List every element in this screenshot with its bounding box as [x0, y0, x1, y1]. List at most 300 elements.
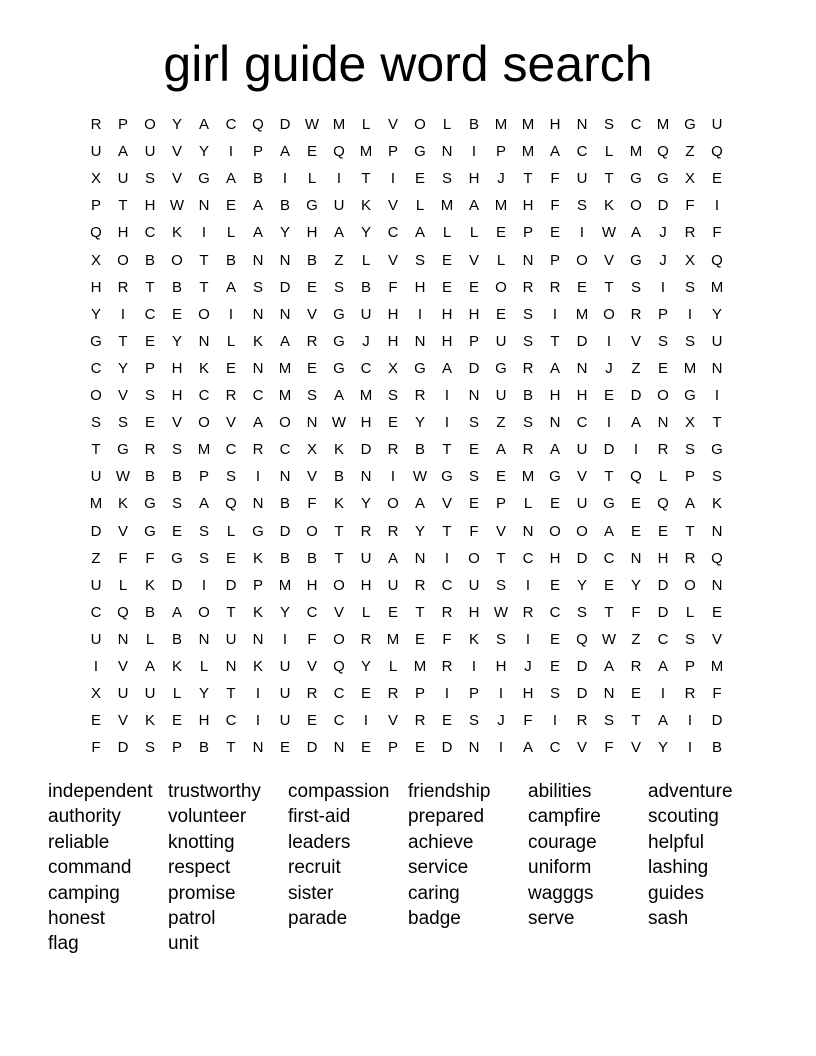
word-list-item: parade — [288, 908, 348, 929]
grid-letter: V — [306, 305, 317, 323]
grid-letter: V — [630, 332, 641, 350]
grid-letter: H — [468, 170, 480, 188]
grid-letter: D — [576, 658, 588, 675]
grid-letter: Y — [414, 522, 425, 540]
grid-letter: A — [252, 197, 263, 215]
grid-letter: D — [630, 387, 642, 404]
grid-letter: O — [171, 251, 183, 269]
grid-letter: R — [360, 630, 372, 648]
grid-letter: F — [307, 495, 317, 513]
grid-letter: R — [117, 278, 129, 296]
grid-letter: O — [333, 630, 345, 648]
page-title: girl guide word search — [163, 36, 653, 92]
grid-letter: T — [496, 549, 506, 567]
grid-letter: R — [549, 278, 561, 296]
grid-letter: L — [469, 224, 479, 242]
grid-letter: S — [549, 685, 560, 703]
grid-letter: N — [522, 251, 534, 269]
grid-letter: I — [579, 224, 585, 242]
grid-letter: E — [549, 658, 560, 675]
grid-letter: E — [144, 414, 155, 432]
grid-letter: I — [255, 685, 261, 703]
grid-letter: N — [657, 414, 669, 432]
grid-letter: C — [657, 630, 669, 648]
grid-letter: L — [658, 468, 668, 486]
grid-letter: T — [712, 414, 722, 432]
grid-letter: L — [145, 630, 155, 648]
grid-letter: K — [117, 495, 128, 513]
grid-letter: I — [498, 739, 504, 757]
grid-letter: H — [522, 197, 534, 215]
grid-letter: I — [552, 305, 558, 323]
grid-letter: W — [601, 630, 617, 648]
grid-letter: E — [306, 359, 317, 377]
grid-letter: E — [387, 414, 398, 432]
grid-letter: L — [442, 116, 452, 133]
grid-letter: T — [685, 522, 695, 540]
grid-letter: N — [549, 414, 561, 432]
grid-letter: B — [171, 278, 182, 296]
grid-letter: D — [279, 278, 291, 296]
grid-letter: I — [660, 278, 666, 296]
grid-letter: A — [549, 359, 560, 377]
grid-letter: V — [117, 387, 128, 404]
grid-letter: H — [387, 305, 399, 323]
grid-letter: M — [332, 116, 346, 133]
grid-letter: T — [550, 332, 560, 350]
grid-letter: A — [198, 116, 209, 133]
grid-letter: F — [442, 630, 452, 648]
grid-letter: R — [306, 332, 318, 350]
grid-letter: I — [120, 305, 126, 323]
grid-letter: P — [387, 143, 398, 161]
grid-letter: Y — [657, 739, 668, 757]
word-list-item: lashing — [648, 857, 709, 879]
grid-letter: P — [252, 576, 263, 594]
grid-letter: X — [306, 441, 317, 459]
grid-letter: A — [198, 495, 209, 513]
grid-letter: H — [468, 603, 480, 621]
grid-letter: R — [225, 387, 237, 404]
grid-letter: E — [225, 549, 236, 567]
grid-letter: U — [144, 143, 156, 161]
grid-letter: U — [279, 658, 291, 675]
word-list-item: command — [48, 857, 132, 879]
word-list-item: friendship — [408, 781, 491, 802]
grid-letter: I — [201, 576, 207, 594]
grid-letter: L — [226, 332, 236, 350]
grid-letter: V — [576, 739, 587, 757]
grid-letter: Z — [334, 251, 344, 269]
grid-letter: T — [118, 197, 128, 215]
grid-letter: R — [657, 441, 669, 459]
grid-letter: K — [252, 332, 263, 350]
grid-letter: P — [549, 251, 560, 269]
grid-letter: G — [441, 468, 453, 486]
grid-letter: G — [711, 441, 723, 459]
grid-letter: C — [630, 116, 642, 133]
grid-letter: Q — [333, 658, 345, 675]
grid-letter: H — [522, 685, 534, 703]
grid-letter: T — [226, 685, 236, 703]
grid-letter: V — [333, 603, 344, 621]
grid-letter: E — [225, 359, 236, 377]
grid-letter: Y — [630, 576, 641, 594]
grid-letter: N — [279, 468, 291, 486]
grid-letter: G — [144, 495, 156, 513]
grid-letter: I — [363, 712, 369, 730]
grid-letter: C — [252, 387, 264, 404]
grid-letter: R — [441, 658, 453, 675]
grid-letter: A — [495, 441, 506, 459]
grid-letter: D — [657, 576, 669, 594]
grid-letter: L — [523, 495, 533, 513]
grid-letter: D — [225, 576, 237, 594]
grid-letter: S — [90, 414, 101, 432]
grid-letter: H — [549, 549, 561, 567]
grid-letter: L — [361, 116, 371, 133]
word-list-item: helpful — [648, 831, 704, 853]
grid-letter: E — [306, 278, 317, 296]
grid-letter: S — [576, 603, 587, 621]
grid-letter: U — [576, 441, 588, 459]
grid-letter: O — [603, 305, 615, 323]
grid-letter: P — [198, 468, 209, 486]
grid-letter: I — [714, 387, 720, 404]
grid-letter: N — [522, 522, 534, 540]
grid-letter: U — [144, 685, 156, 703]
grid-letter: Y — [414, 414, 425, 432]
grid-letter: S — [198, 549, 209, 567]
grid-letter: M — [359, 143, 373, 161]
grid-letter: H — [576, 387, 588, 404]
grid-letter: N — [252, 251, 264, 269]
grid-letter: O — [414, 116, 426, 133]
grid-letter: I — [687, 305, 693, 323]
word-list-item: wagggs — [528, 882, 594, 904]
grid-letter: C — [144, 305, 156, 323]
grid-letter: A — [468, 197, 479, 215]
grid-letter: G — [630, 251, 642, 269]
grid-letter: E — [441, 278, 452, 296]
grid-letter: T — [523, 170, 533, 188]
grid-letter: C — [441, 576, 453, 594]
grid-letter: G — [333, 359, 345, 377]
grid-letter: U — [279, 685, 291, 703]
grid-letter: O — [549, 522, 561, 540]
grid-letter: U — [90, 630, 102, 648]
grid-letter: G — [684, 387, 696, 404]
grid-letter: H — [549, 387, 561, 404]
grid-letter: D — [576, 332, 588, 350]
grid-letter: N — [252, 359, 264, 377]
grid-letter: Z — [631, 359, 641, 377]
grid-letter: G — [90, 332, 102, 350]
grid-letter: H — [144, 197, 156, 215]
grid-letter: S — [684, 278, 695, 296]
grid-letter: G — [198, 170, 210, 188]
grid-letter: E — [171, 522, 182, 540]
grid-letter: C — [333, 712, 345, 730]
grid-letter: E — [414, 630, 425, 648]
grid-letter: E — [549, 224, 560, 242]
grid-letter: D — [711, 712, 723, 730]
grid-letter: I — [336, 170, 342, 188]
grid-letter: T — [442, 441, 452, 459]
grid-letter: O — [306, 522, 318, 540]
grid-letter: H — [360, 576, 372, 594]
grid-letter: I — [444, 685, 450, 703]
grid-letter: T — [226, 739, 236, 757]
grid-letter: S — [468, 712, 479, 730]
grid-letter: T — [361, 170, 371, 188]
grid-letter: Y — [360, 658, 371, 675]
grid-letter: J — [497, 170, 505, 188]
word-list-item: flag — [48, 933, 79, 955]
grid-letter: A — [252, 224, 263, 242]
grid-letter: E — [468, 495, 479, 513]
grid-letter: S — [684, 441, 695, 459]
grid-letter: V — [225, 414, 236, 432]
grid-letter: R — [684, 549, 696, 567]
grid-letter: B — [144, 468, 155, 486]
grid-letter: B — [144, 603, 155, 621]
grid-letter: G — [306, 197, 318, 215]
grid-letter: F — [685, 197, 695, 215]
grid-letter: M — [683, 359, 697, 377]
grid-letter: V — [306, 658, 317, 675]
word-list-item: leaders — [288, 831, 351, 853]
grid-letter: O — [495, 278, 507, 296]
grid-letter: P — [495, 143, 506, 161]
grid-letter: R — [522, 278, 534, 296]
word-list-item: camping — [48, 882, 120, 904]
grid-letter: G — [630, 170, 642, 188]
grid-letter: V — [468, 251, 479, 269]
grid-letter: M — [710, 658, 724, 675]
grid-letter: C — [225, 116, 237, 133]
grid-letter: L — [388, 658, 398, 675]
grid-letter: K — [252, 603, 263, 621]
grid-letter: W — [169, 197, 185, 215]
grid-letter: I — [471, 658, 477, 675]
grid-letter: Q — [90, 224, 102, 242]
grid-letter: B — [468, 116, 479, 133]
grid-letter: M — [359, 387, 373, 404]
grid-letter: A — [387, 549, 398, 567]
grid-letter: H — [198, 712, 210, 730]
grid-letter: S — [144, 387, 155, 404]
grid-letter: E — [549, 576, 560, 594]
grid-letter: B — [414, 441, 425, 459]
grid-letter: I — [417, 305, 423, 323]
word-list-item: unit — [168, 933, 199, 955]
grid-letter: Q — [657, 143, 669, 161]
grid-letter: I — [687, 712, 693, 730]
grid-letter: R — [522, 441, 534, 459]
grid-letter: E — [441, 712, 452, 730]
grid-letter: W — [115, 468, 131, 486]
grid-letter: L — [118, 576, 128, 594]
grid-letter: S — [225, 468, 236, 486]
word-list-item: sister — [288, 882, 334, 904]
grid-letter: W — [601, 224, 617, 242]
word-list-item: honest — [48, 908, 106, 929]
grid-letter: A — [252, 414, 263, 432]
grid-letter: E — [468, 278, 479, 296]
grid-letter: X — [90, 685, 101, 703]
grid-letter: I — [714, 197, 720, 215]
grid-letter: M — [413, 658, 427, 675]
word-list-item: independent — [48, 781, 153, 802]
grid-letter: U — [360, 549, 372, 567]
grid-letter: O — [198, 603, 210, 621]
grid-letter: J — [659, 224, 667, 242]
grid-letter: O — [657, 387, 669, 404]
grid-letter: X — [684, 414, 695, 432]
grid-letter: K — [360, 197, 371, 215]
grid-letter: R — [387, 522, 399, 540]
grid-letter: N — [414, 332, 426, 350]
grid-letter: D — [657, 197, 669, 215]
grid-letter: N — [576, 116, 588, 133]
grid-letter: E — [630, 685, 641, 703]
grid-letter: P — [90, 197, 101, 215]
grid-letter: R — [684, 685, 696, 703]
grid-letter: Y — [711, 305, 722, 323]
grid-letter: U — [90, 468, 102, 486]
grid-letter: V — [171, 170, 182, 188]
grid-letter: N — [441, 143, 453, 161]
word-list-item: serve — [528, 908, 575, 929]
grid-letter: E — [387, 603, 398, 621]
grid-letter: N — [711, 576, 723, 594]
grid-letter: N — [603, 685, 615, 703]
grid-letter: H — [117, 224, 129, 242]
grid-letter: S — [333, 278, 344, 296]
grid-letter: S — [522, 414, 533, 432]
grid-letter: E — [360, 739, 371, 757]
grid-letter: E — [441, 251, 452, 269]
grid-letter: E — [495, 224, 506, 242]
grid-letter: J — [659, 251, 667, 269]
grid-letter: Z — [496, 414, 506, 432]
grid-letter: O — [576, 522, 588, 540]
grid-letter: M — [521, 116, 535, 133]
grid-letter: V — [387, 251, 398, 269]
grid-letter: O — [90, 387, 102, 404]
word-list-item: first-aid — [288, 806, 351, 828]
grid-letter: U — [333, 197, 345, 215]
grid-letter: E — [171, 712, 182, 730]
grid-letter: S — [684, 332, 695, 350]
grid-letter: A — [333, 224, 344, 242]
grid-letter: N — [414, 549, 426, 567]
grid-letter: A — [279, 332, 290, 350]
grid-letter: Y — [279, 603, 290, 621]
grid-letter: K — [333, 441, 344, 459]
grid-letter: O — [117, 251, 129, 269]
grid-letter: S — [603, 116, 614, 133]
grid-letter: L — [226, 224, 236, 242]
grid-letter: K — [711, 495, 722, 513]
grid-letter: L — [307, 170, 317, 188]
grid-letter: N — [252, 305, 264, 323]
grid-letter: A — [414, 495, 425, 513]
grid-letter: E — [90, 712, 101, 730]
grid-letter: H — [171, 387, 183, 404]
word-list-item: achieve — [408, 831, 474, 853]
grid-letter: R — [414, 712, 426, 730]
grid-letter: N — [711, 359, 723, 377]
grid-letter: S — [657, 332, 668, 350]
grid-letter: A — [279, 143, 290, 161]
grid-letter: S — [171, 441, 182, 459]
grid-letter: T — [334, 522, 344, 540]
grid-letter: A — [630, 414, 641, 432]
grid-letter: C — [198, 387, 210, 404]
grid-letter: G — [171, 549, 183, 567]
grid-letter: S — [306, 387, 317, 404]
grid-letter: L — [199, 658, 209, 675]
grid-letter: I — [606, 414, 612, 432]
grid-letter: W — [493, 603, 509, 621]
grid-letter: D — [171, 576, 183, 594]
grid-letter: E — [171, 305, 182, 323]
grid-letter: P — [468, 332, 479, 350]
word-list-item: caring — [408, 882, 460, 904]
grid-letter: S — [576, 197, 587, 215]
word-list-item: knotting — [168, 831, 235, 853]
grid-letter: A — [522, 739, 533, 757]
grid-letter: A — [549, 441, 560, 459]
grid-letter: O — [468, 549, 480, 567]
grid-letter: V — [117, 658, 128, 675]
grid-letter: Y — [171, 116, 182, 133]
grid-letter: C — [225, 712, 237, 730]
grid-letter: D — [360, 441, 372, 459]
grid-letter: V — [387, 197, 398, 215]
grid-letter: E — [279, 739, 290, 757]
grid-letter: E — [630, 522, 641, 540]
grid-letter: V — [117, 712, 128, 730]
grid-letter: Q — [252, 116, 264, 133]
grid-letter: J — [524, 658, 532, 675]
grid-letter: F — [523, 712, 533, 730]
grid-letter: V — [306, 468, 317, 486]
grid-letter: B — [171, 468, 182, 486]
grid-letter: S — [684, 630, 695, 648]
grid-letter: G — [414, 359, 426, 377]
grid-letter: Q — [333, 143, 345, 161]
grid-letter: A — [117, 143, 128, 161]
grid-letter: Y — [360, 224, 371, 242]
grid-letter: S — [468, 468, 479, 486]
grid-letter: I — [633, 441, 639, 459]
grid-letter: N — [333, 739, 345, 757]
grid-letter: S — [468, 414, 479, 432]
grid-letter: D — [603, 441, 615, 459]
grid-letter: U — [279, 712, 291, 730]
word-list-item: courage — [528, 831, 597, 853]
grid-letter: U — [117, 685, 129, 703]
grid-letter: M — [575, 305, 589, 323]
grid-letter: I — [390, 170, 396, 188]
grid-letter: O — [576, 251, 588, 269]
grid-letter: E — [549, 630, 560, 648]
grid-letter: Y — [198, 685, 209, 703]
grid-letter: K — [468, 630, 479, 648]
